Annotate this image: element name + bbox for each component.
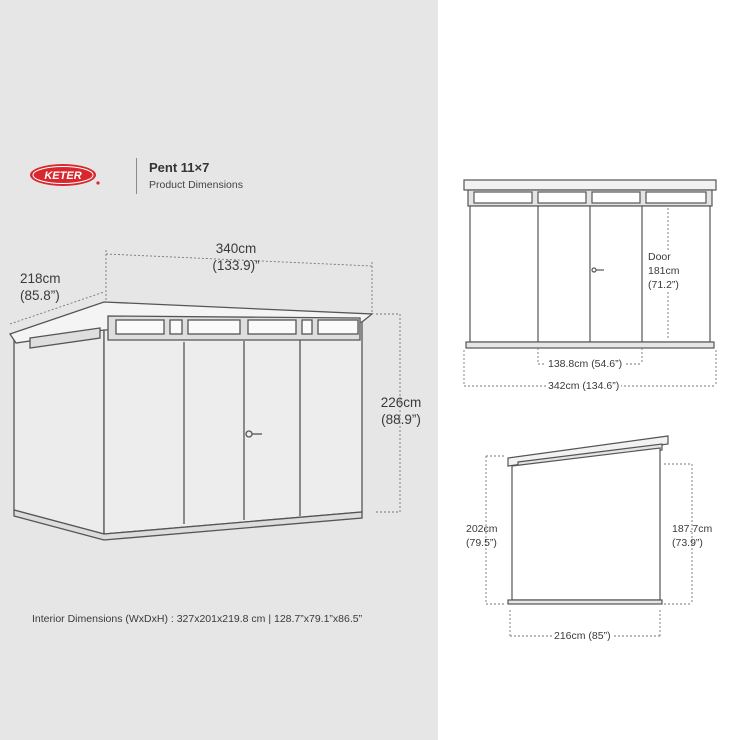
height-cm: 226cm	[380, 395, 422, 410]
side-right-height-in: (73.9”)	[672, 537, 703, 549]
width-cm: 340cm	[215, 241, 257, 256]
depth-cm: 218cm	[20, 271, 61, 286]
height-label	[368, 394, 434, 428]
depth-label	[20, 270, 61, 304]
product-subtitle: Product Dimensions	[149, 179, 243, 191]
door-width-label: 138.8cm (54.6”)	[548, 358, 623, 370]
depth-in: (85.8”)	[20, 288, 60, 303]
total-width-label: 342cm (134.6”)	[548, 380, 620, 392]
interior-dimensions: Interior Dimensions (WxDxH) : 327x201x219.8 cm | 128.7”x79.1”x86.5”	[32, 613, 363, 625]
height-in: (88.9”)	[381, 412, 421, 427]
width-in: (133.9)”	[212, 258, 260, 273]
door-height-in: (71.2”)	[648, 279, 679, 291]
product-title: Pent 11×7	[149, 160, 210, 175]
shed-perspective	[10, 302, 372, 540]
door-height-cm: 181cm	[648, 265, 680, 277]
side-left-height-in: (79.5”)	[466, 537, 497, 549]
door-height-label	[648, 250, 680, 292]
side-right-height-cm: 187.7cm	[672, 523, 713, 535]
svg-text:KETER: KETER	[44, 170, 82, 182]
side-right-height-label	[672, 522, 712, 550]
width-label	[196, 240, 276, 274]
side-depth-label: 216cm (85”)	[554, 630, 611, 642]
side-left-height-label	[466, 522, 498, 550]
side-left-height-cm: 202cm	[466, 523, 498, 535]
shed-side-view	[508, 436, 668, 604]
door-label: Door	[648, 251, 671, 263]
